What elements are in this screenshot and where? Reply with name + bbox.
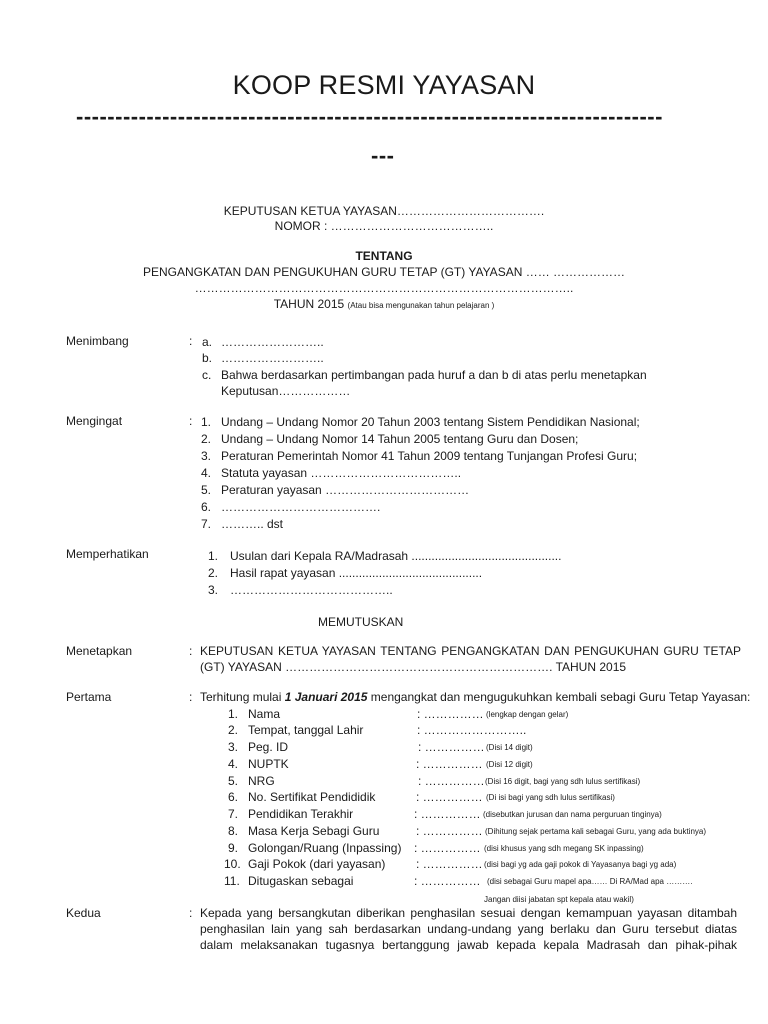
pertama-item-value: : …………… bbox=[414, 841, 481, 855]
pertama-item-number: 11. bbox=[224, 874, 240, 888]
menimbang-c-marker: c. bbox=[202, 368, 212, 382]
mengingat-label: Mengingat bbox=[66, 414, 123, 428]
pertama-item-number: 2. bbox=[228, 723, 239, 737]
pertama-item-note: (disi khusus yang sdh megang SK inpassing) bbox=[484, 844, 644, 853]
pertama-item-value: : …………… bbox=[416, 790, 483, 804]
menetapkan-label: Menetapkan bbox=[66, 644, 133, 658]
mengingat-colon: : bbox=[189, 414, 193, 428]
mengingat-item-text: Peraturan yayasan ……………………………… bbox=[221, 483, 470, 497]
pertama-item-field: Peg. ID bbox=[248, 740, 289, 754]
pertama-item-value: : …………… bbox=[417, 707, 484, 721]
mengingat-item-text: Undang – Undang Nomor 14 Tahun 2005 tentang Guru dan Dosen; bbox=[221, 432, 579, 446]
menetapkan-line1: KEPUTUSAN KETUA YAYASAN TENTANG PENGANGKATAN DAN PENGUKUHAN GURU TETAP bbox=[200, 644, 741, 658]
pertama-item-number: 9. bbox=[228, 841, 239, 855]
pertama-intro bbox=[200, 690, 750, 704]
tahun-line bbox=[0, 297, 768, 311]
pertama-item-note: (disi bagi yg ada gaji pokok di Yayasanya bagi yg ada) bbox=[484, 860, 677, 869]
menetapkan-line2: (GT) YAYASAN …………………………………………………………. TAHUN 2015 bbox=[200, 660, 627, 674]
pertama-item-note: (Disi 16 digit, bagi yang sdh lulus sertifikasi) bbox=[485, 777, 641, 786]
mengingat-item-number: 4. bbox=[201, 466, 212, 480]
pertama-label: Pertama bbox=[66, 690, 112, 704]
mengingat-item-number: 6. bbox=[201, 500, 212, 514]
mengingat-item-text: ……….. dst bbox=[221, 517, 284, 531]
pertama-item-number: 5. bbox=[228, 774, 239, 788]
pertama-item-note: (Di isi bagi yang sdh lulus sertifikasi) bbox=[486, 793, 615, 802]
mengingat-item-number: 1. bbox=[201, 415, 212, 429]
pertama-colon: : bbox=[189, 690, 193, 704]
pertama-item-field: Nama bbox=[248, 707, 281, 721]
kedua-line2: penghasilan lain yang sah berdasarkan undang-undang yang berlaku dan Guru tersebut diatas bbox=[200, 922, 737, 936]
pertama-item-number: 10. bbox=[224, 857, 241, 871]
pertama-item-field: NRG bbox=[248, 774, 275, 788]
mengingat-item-number: 7. bbox=[201, 517, 212, 531]
pertama-item-field: Tempat, tanggal Lahir bbox=[248, 723, 364, 737]
pertama-item-number: 1. bbox=[228, 707, 239, 721]
pertama-item-field: No. Sertifikat Pendididik bbox=[248, 790, 376, 804]
pertama-item-number: 7. bbox=[228, 807, 239, 821]
mengingat-item-text: Statuta yayasan ……………………………….. bbox=[221, 466, 462, 480]
menimbang-a-text: …………………….. bbox=[221, 335, 324, 349]
mengingat-item-number: 2. bbox=[201, 432, 212, 446]
pertama-item-number: 8. bbox=[228, 824, 239, 838]
memperhatikan-label: Memperhatikan bbox=[66, 547, 149, 561]
mengingat-item-number: 5. bbox=[201, 483, 212, 497]
pertama-item-field: Pendidikan Terakhir bbox=[248, 807, 354, 821]
memperhatikan-item-text: ………………………………….. bbox=[230, 583, 393, 597]
pertama-item-field: NUPTK bbox=[248, 757, 289, 771]
keputusan-heading: KEPUTUSAN KETUA YAYASAN………………………………. bbox=[223, 204, 545, 218]
kedua-label: Kedua bbox=[66, 906, 101, 920]
menimbang-a-marker: a. bbox=[202, 335, 213, 349]
separator-line-end: --- bbox=[371, 143, 395, 168]
pertama-item-field: Masa Kerja Sebagi Guru bbox=[248, 824, 380, 838]
pertama-intro-before: Terhitung mulai bbox=[200, 690, 285, 704]
menimbang-colon: : bbox=[189, 334, 193, 348]
pertama-item-value: : …………… bbox=[416, 857, 483, 871]
pertama-item-value: : …………… bbox=[416, 824, 483, 838]
pertama-item-field: Golongan/Ruang (Inpassing) bbox=[248, 841, 402, 855]
pertama-item-note: (Dihitung sejak pertama kali sebagai Guru, yang ada buktinya) bbox=[485, 827, 707, 836]
memperhatikan-item-number: 1. bbox=[208, 549, 219, 563]
pertama-item-number: 4. bbox=[228, 757, 239, 771]
pertama-item-note: (disi sebagai Guru mapel apa…… Di RA/Mad apa ………. bbox=[487, 877, 693, 886]
pertama-item-note: (Disi 14 digit) bbox=[486, 743, 533, 752]
menetapkan-colon: : bbox=[189, 644, 193, 658]
pertama-item-value: : …………… bbox=[414, 807, 481, 821]
nomor-line: NOMOR : ………………………………….. bbox=[274, 219, 494, 233]
pertama-item-note: (Disi 12 digit) bbox=[486, 760, 533, 769]
pertama-item-note: (disebutkan jurusan dan nama perguruan tinginya) bbox=[483, 810, 662, 819]
tahun-text: TAHUN 2015 bbox=[273, 297, 345, 311]
pertama-item-note: (lengkap dengan gelar) bbox=[486, 710, 569, 719]
mengingat-item-text: …………………………………. bbox=[221, 500, 381, 514]
dots-line: ………………………………………………………………………………….. bbox=[194, 281, 574, 295]
menimbang-label: Menimbang bbox=[66, 334, 129, 348]
menimbang-c-text: Bahwa berdasarkan pertimbangan pada huruf a dan b di atas perlu menetapkan bbox=[221, 368, 647, 382]
menimbang-b-text: …………………….. bbox=[221, 351, 324, 365]
pertama-item-number: 6. bbox=[228, 790, 239, 804]
tahun-note: (Atau bisa mengunakan tahun pelajaran ) bbox=[347, 301, 495, 310]
pertama-item-value: : …………… bbox=[416, 757, 483, 771]
pertama-item-number: 3. bbox=[228, 740, 239, 754]
memperhatikan-item-text: Usulan dari Kepala RA/Madrasah ............................................. bbox=[230, 549, 562, 563]
pertama-intro-date: 1 Januari 2015 bbox=[284, 690, 368, 704]
pertama-item-field: Gaji Pokok (dari yayasan) bbox=[248, 857, 386, 871]
memutuskan-heading: MEMUTUSKAN bbox=[318, 615, 404, 629]
subject-line: PENGANGKATAN DAN PENGUKUHAN GURU TETAP (GT) YAYASAN …… ……………… bbox=[142, 265, 626, 279]
menimbang-b-marker: b. bbox=[202, 351, 213, 365]
mengingat-item-text: Undang – Undang Nomor 20 Tahun 2003 tentang Sistem Pendidikan Nasional; bbox=[221, 415, 640, 429]
tentang-heading: TENTANG bbox=[355, 249, 413, 263]
kedua-line3: dalam melaksanakan tugasnya bertanggung jawab kepada kepala Madrasah dan pihak-pihak bbox=[200, 938, 737, 952]
document-title: KOOP RESMI YAYASAN bbox=[232, 70, 536, 100]
pertama-item-value: : …………… bbox=[418, 774, 485, 788]
separator-line: --------------------------------------------------------------------------- bbox=[76, 104, 663, 129]
memperhatikan-item-text: Hasil rapat yayasan ........................................... bbox=[230, 566, 483, 580]
kedua-line1: Kepada yang bersangkutan diberikan penghasilan sesuai dengan kemampuan yayasan ditambah bbox=[200, 906, 737, 920]
kedua-colon: : bbox=[189, 906, 193, 920]
pertama-item-value: : …………… bbox=[414, 874, 481, 888]
pertama-item-value: : …………………….. bbox=[417, 723, 527, 737]
pertama-item-value: : …………… bbox=[418, 740, 485, 754]
pertama-intro-after: mengangkat dan mengugukuhkan kembali sebagi Guru Tetap Yayasan: bbox=[367, 690, 751, 704]
mengingat-item-text: Peraturan Pemerintah Nomor 41 Tahun 2009 tentang Tunjangan Profesi Guru; bbox=[221, 449, 638, 463]
memperhatikan-item-number: 2. bbox=[208, 566, 219, 580]
memperhatikan-item-number: 3. bbox=[208, 583, 219, 597]
menimbang-c-text-cont: Keputusan……………… bbox=[221, 384, 351, 398]
pertama-item-field: Ditugaskan sebagai bbox=[248, 874, 354, 888]
mengingat-item-number: 3. bbox=[201, 449, 212, 463]
pertama-note-extra: Jangan diisi jabatan spt kepala atau wakil) bbox=[484, 895, 634, 904]
